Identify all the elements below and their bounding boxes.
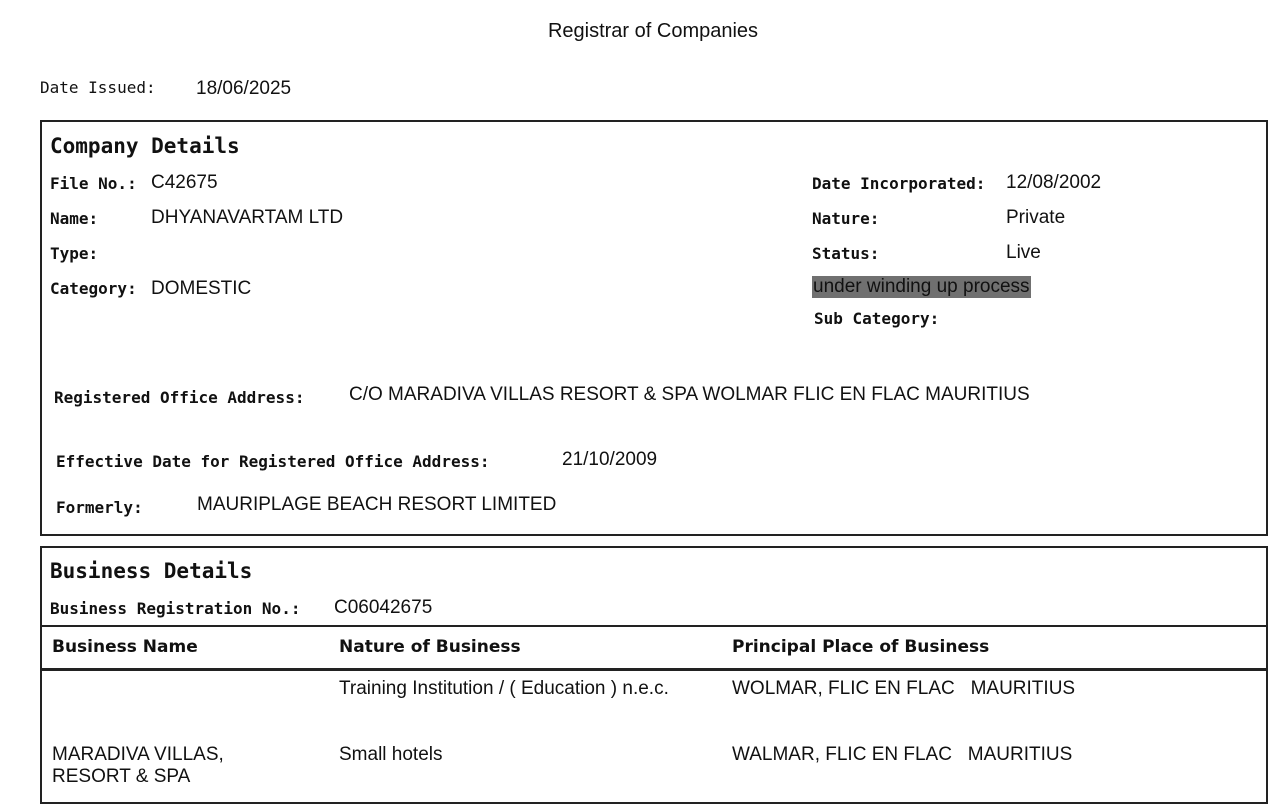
column-header-nature: Nature of Business	[339, 637, 521, 657]
business-details-box	[40, 546, 1268, 804]
effective-date-label: Effective Date for Registered Office Address:	[56, 452, 490, 471]
date-issued-value: 18/06/2025	[196, 78, 292, 99]
nature-value: Private	[1006, 207, 1066, 228]
business-details-heading: Business Details	[50, 559, 253, 583]
file-no-label: File No.:	[50, 174, 137, 193]
place-cell: WALMAR, FLIC EN FLAC MAURITIUS	[732, 744, 1073, 765]
sub-category-label: Sub Category:	[814, 309, 940, 328]
effective-date-value: 21/10/2009	[562, 449, 658, 470]
status-value: Live	[1006, 242, 1041, 263]
column-header-business-name: Business Name	[52, 637, 198, 657]
date-issued-label: Date Issued:	[40, 78, 156, 97]
file-no-value: C42675	[151, 172, 218, 193]
formerly-label: Formerly:	[56, 498, 143, 517]
formerly-value: MAURIPLAGE BEACH RESORT LIMITED	[197, 494, 557, 515]
name-value: DHYANAVARTAM LTD	[151, 207, 344, 228]
page-title: Registrar of Companies	[547, 20, 759, 42]
category-label: Category:	[50, 279, 137, 298]
place-cell: WOLMAR, FLIC EN FLAC MAURITIUS	[732, 678, 1076, 699]
business-name-cell: MARADIVA VILLAS, RESORT & SPA	[52, 744, 224, 787]
column-header-place: Principal Place of Business	[732, 637, 990, 657]
business-reg-no-label: Business Registration No.:	[50, 599, 301, 618]
type-label: Type:	[50, 244, 99, 263]
date-incorporated-value: 12/08/2002	[1006, 172, 1102, 193]
category-value: DOMESTIC	[151, 278, 252, 299]
nature-cell: Small hotels	[339, 744, 443, 765]
registered-office-value: C/O MARADIVA VILLAS RESORT & SPA WOLMAR FLIC EN FLAC MAURITIUS	[349, 384, 1030, 405]
divider	[40, 668, 1268, 671]
business-reg-no-value: C06042675	[334, 597, 433, 618]
company-details-heading: Company Details	[50, 134, 240, 158]
nature-label: Nature:	[812, 209, 880, 228]
registered-office-label: Registered Office Address:	[54, 388, 305, 407]
divider	[40, 625, 1268, 627]
name-label: Name:	[50, 209, 99, 228]
nature-cell: Training Institution / ( Education ) n.e.c.	[339, 678, 669, 699]
date-incorporated-label: Date Incorporated:	[812, 174, 986, 193]
status-note: under winding up process	[813, 276, 1030, 297]
status-label: Status:	[812, 244, 880, 263]
